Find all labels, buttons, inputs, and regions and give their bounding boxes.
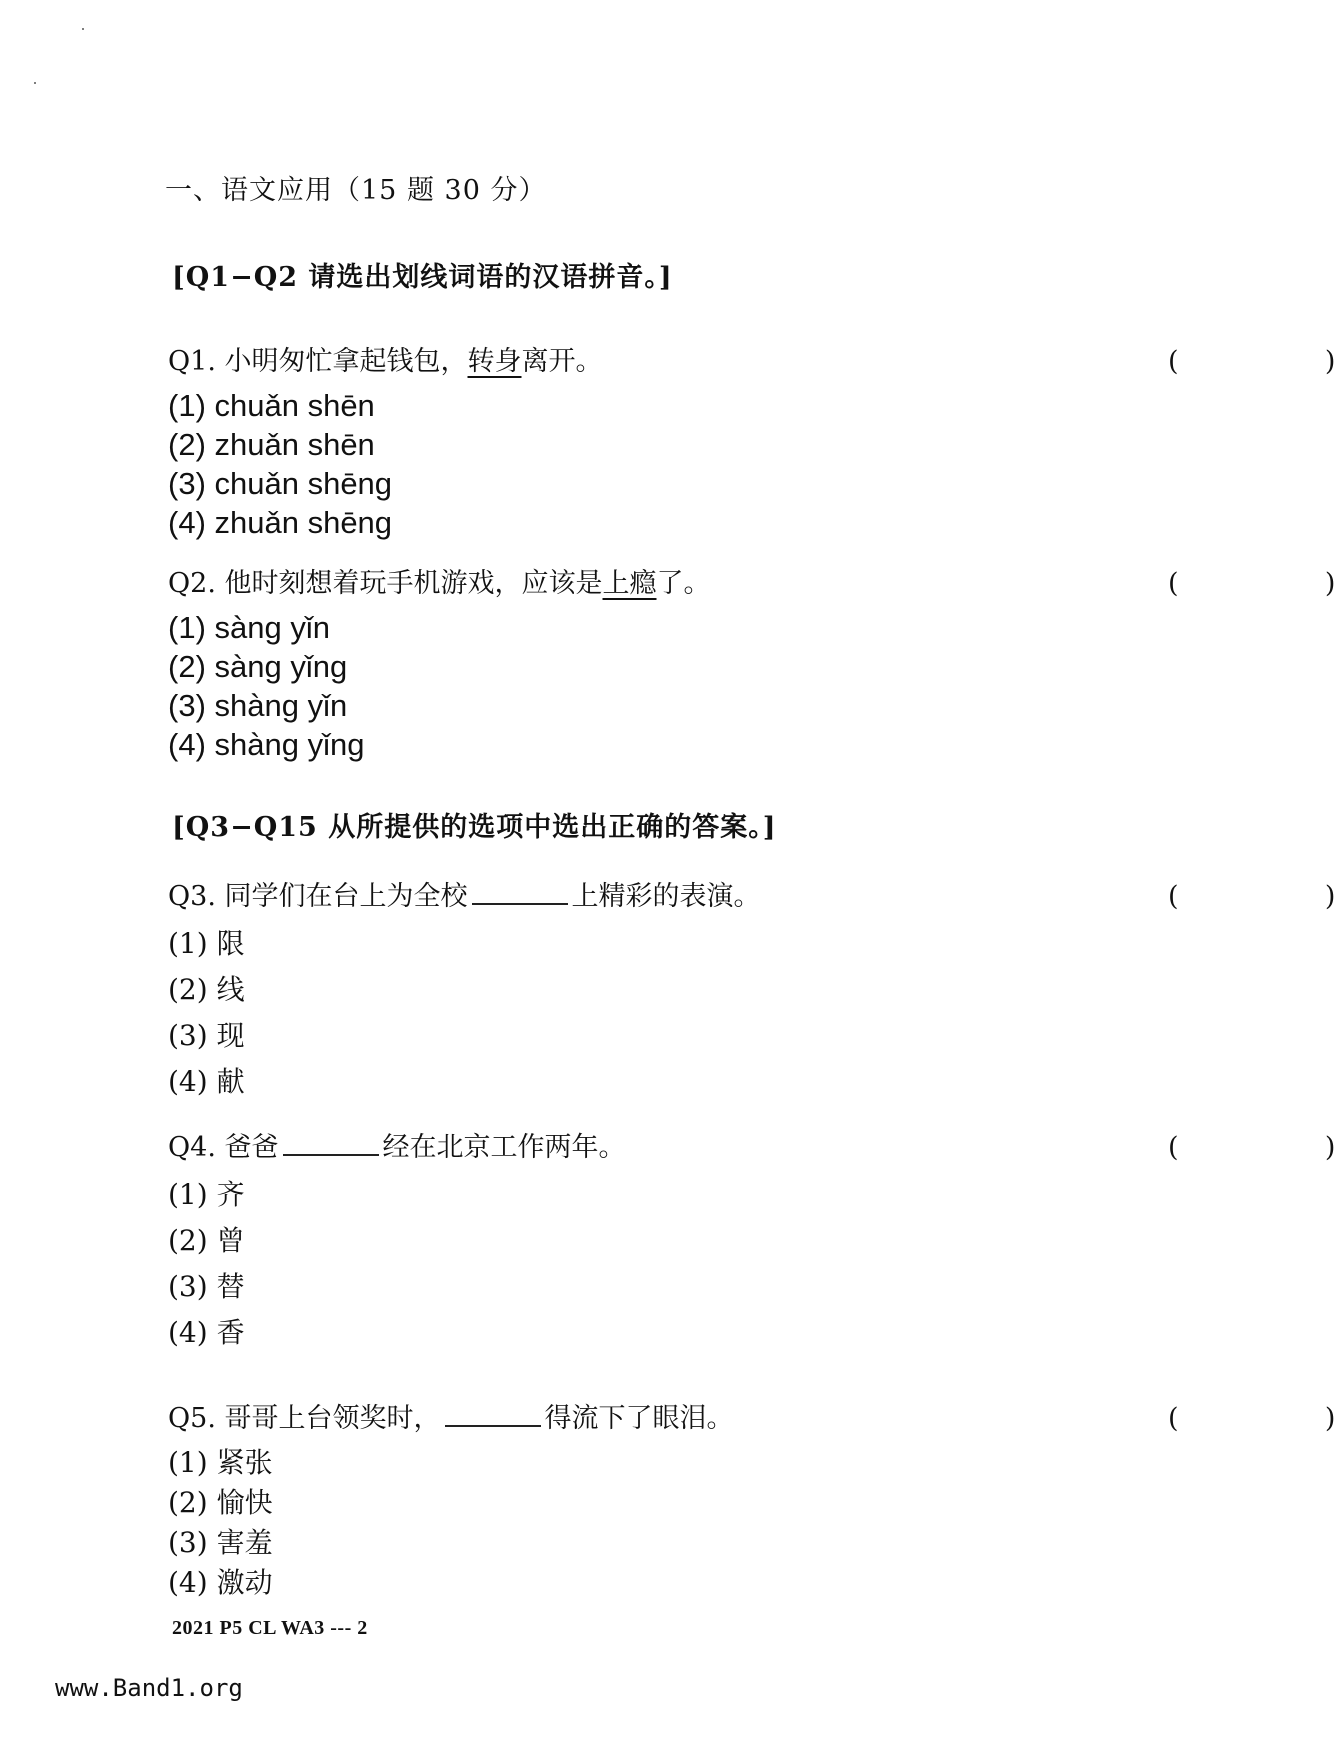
option-3[interactable]: (3) 害羞 <box>168 1526 273 1559</box>
question-stem <box>168 1128 1335 1168</box>
option-2[interactable]: (2) zhuǎn shēn <box>168 427 375 462</box>
option-2[interactable]: (2) sàng yǐng <box>168 649 348 684</box>
option-2[interactable]: (2) 曾 <box>168 1224 245 1257</box>
scan-speck <box>82 28 84 30</box>
page-footer: 2021 P5 CL WA3 --- 2 <box>172 1617 368 1639</box>
answer-bracket[interactable]: ( ) <box>1168 881 1335 912</box>
option-list <box>168 921 1088 1105</box>
option-3[interactable]: (3) chuǎn shēng <box>168 466 393 501</box>
stem-text: 爸爸 <box>224 1132 279 1163</box>
question-q5 <box>168 1399 1335 1603</box>
scan-speck <box>34 82 36 84</box>
question-stem <box>168 877 1335 917</box>
stem-text: 离开。 <box>521 346 603 377</box>
option-4[interactable]: (4) 献 <box>168 1065 245 1098</box>
stem-text: 他时刻想着玩手机游戏，应该是 <box>224 568 603 599</box>
option-3[interactable]: (3) shàng yǐn <box>168 688 348 723</box>
answer-bracket[interactable]: ( ) <box>1168 1403 1335 1434</box>
option-1[interactable]: (1) 紧张 <box>168 1446 273 1479</box>
answer-bracket[interactable]: ( ) <box>1168 346 1335 377</box>
underlined-word: 上瘾 <box>602 568 657 599</box>
option-2[interactable]: (2) 线 <box>168 973 245 1006</box>
fill-blank[interactable] <box>445 1401 541 1427</box>
question-stem <box>168 564 1335 604</box>
question-q2 <box>168 564 1335 764</box>
option-4[interactable]: (4) zhuǎn shēng <box>168 505 393 540</box>
option-1[interactable]: (1) 限 <box>168 927 245 960</box>
instruction-q3-q15: [Q3−Q15 从所提供的选项中选出正确的答案。] <box>172 812 777 843</box>
stem-text: 小明匆忙拿起钱包， <box>224 346 468 377</box>
fill-blank[interactable] <box>283 1130 379 1156</box>
fill-blank[interactable] <box>472 879 568 905</box>
question-q3 <box>168 877 1335 1105</box>
question-q4 <box>168 1128 1335 1356</box>
stem-text: 上精彩的表演。 <box>571 881 761 912</box>
instruction-q1-q2: [Q1−Q2 请选出划线词语的汉语拼音。] <box>172 262 673 293</box>
question-q1 <box>168 342 1335 542</box>
stem-text: 了。 <box>656 568 711 599</box>
question-number: Q5. <box>168 1403 216 1434</box>
option-3[interactable]: (3) 现 <box>168 1019 245 1052</box>
option-list <box>168 1443 1088 1603</box>
option-1[interactable]: (1) sàng yǐn <box>168 610 330 645</box>
option-4[interactable]: (4) shàng yǐng <box>168 727 365 762</box>
option-1[interactable]: (1) chuǎn shēn <box>168 388 375 423</box>
option-4[interactable]: (4) 激动 <box>168 1566 273 1599</box>
answer-bracket[interactable]: ( ) <box>1168 1132 1335 1163</box>
answer-bracket[interactable]: ( ) <box>1168 568 1335 599</box>
website-watermark: www.Band1.org <box>55 1674 243 1702</box>
question-number: Q4. <box>168 1132 216 1163</box>
question-number: Q1. <box>168 346 216 377</box>
option-list <box>168 1172 1088 1356</box>
underlined-word: 转身 <box>467 346 522 377</box>
question-stem <box>168 1399 1335 1439</box>
stem-text: 哥哥上台领奖时， <box>224 1403 441 1434</box>
section-title: 一、语文应用（15 题 30 分） <box>165 175 547 206</box>
option-2[interactable]: (2) 愉快 <box>168 1486 273 1519</box>
stem-text: 同学们在台上为全校 <box>224 881 468 912</box>
option-3[interactable]: (3) 替 <box>168 1270 245 1303</box>
stem-text: 得流下了眼泪。 <box>544 1403 734 1434</box>
option-list <box>168 386 1088 542</box>
option-list <box>168 608 1088 764</box>
option-1[interactable]: (1) 齐 <box>168 1178 245 1211</box>
question-stem <box>168 342 1335 382</box>
question-number: Q2. <box>168 568 216 599</box>
stem-text: 经在北京工作两年。 <box>382 1132 626 1163</box>
question-number: Q3. <box>168 881 216 912</box>
option-4[interactable]: (4) 香 <box>168 1316 245 1349</box>
